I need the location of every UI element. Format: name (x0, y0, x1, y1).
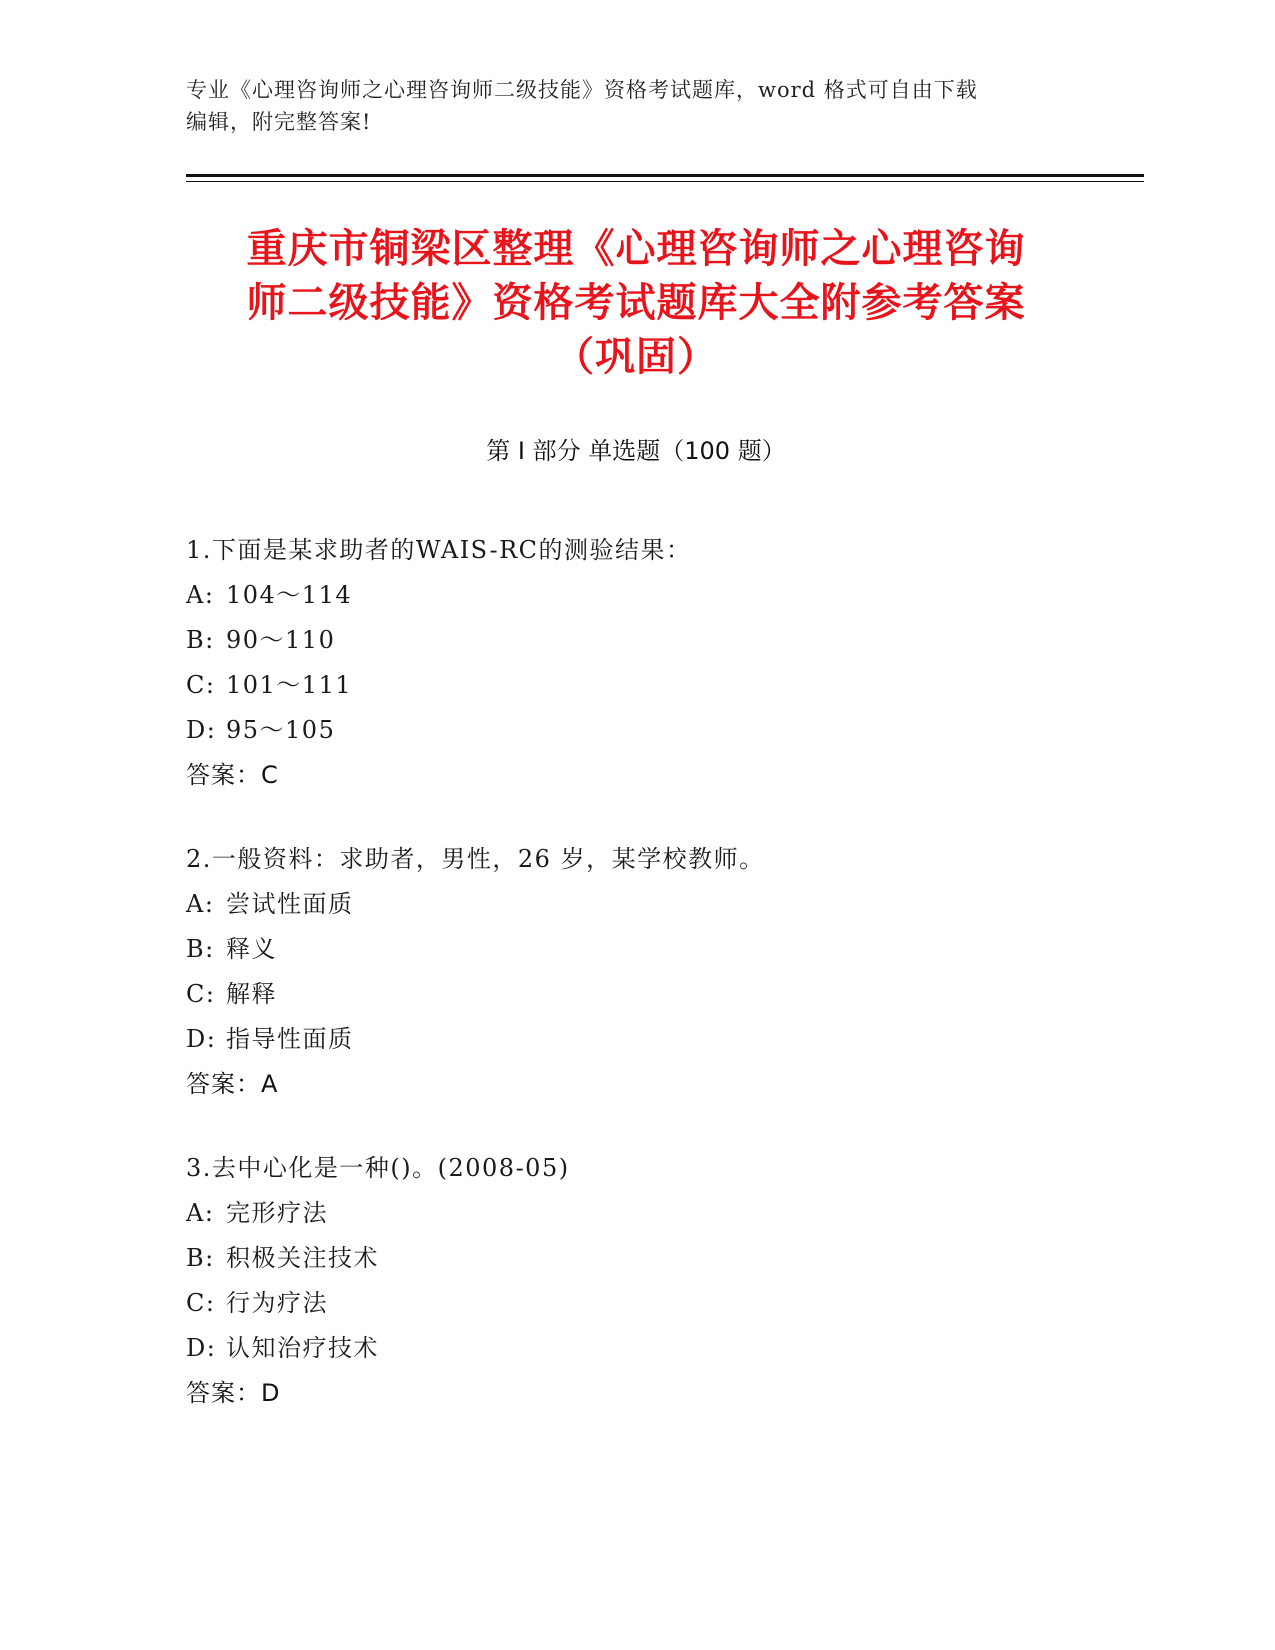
option-text: 指导性面质 (226, 1025, 354, 1053)
option-text: 完形疗法 (226, 1199, 328, 1227)
option-text: 104～114 (226, 581, 353, 609)
answer-line: 答案：D (186, 1379, 281, 1407)
question-stem: 3.去中心化是一种()。(2008-05) (186, 1154, 570, 1182)
option-d (186, 708, 1136, 753)
question-2 (186, 837, 1136, 1107)
answer-line: 答案：C (186, 761, 279, 789)
header-divider-thin (186, 181, 1144, 182)
document-title-line-3: （巩固） (554, 334, 718, 380)
option-letter: C: (186, 1289, 216, 1317)
option-text: 95～105 (226, 716, 336, 744)
option-text: 积极关注技术 (226, 1244, 379, 1272)
document-title-line-2: 师二级技能》资格考试题库大全附参考答案 (246, 280, 1026, 326)
question-stem: 2.一般资料：求助者，男性，26 岁，某学校教师。 (186, 845, 765, 873)
option-a (186, 573, 1136, 618)
option-letter: B: (186, 1244, 215, 1272)
option-c (186, 663, 1136, 708)
option-a (186, 882, 1136, 927)
option-letter: A: (186, 890, 215, 918)
option-letter: A: (186, 581, 215, 609)
option-d (186, 1326, 1136, 1371)
option-text: 释义 (226, 935, 277, 963)
option-letter: D: (186, 716, 217, 744)
option-text: 行为疗法 (226, 1289, 328, 1317)
document-title-line-1: 重庆市铜梁区整理《心理咨询师之心理咨询 (246, 226, 1026, 272)
option-b (186, 1236, 1136, 1281)
header-note-line-1: 专业《心理咨询师之心理咨询师二级技能》资格考试题库，word 格式可自由下载 (186, 78, 978, 102)
option-b (186, 927, 1136, 972)
option-b (186, 618, 1136, 663)
header-note-line-2: 编辑，附完整答案! (186, 110, 372, 134)
document-title (186, 222, 1086, 384)
option-a (186, 1191, 1136, 1236)
answer-line: 答案：A (186, 1070, 279, 1098)
option-text: 101～111 (226, 671, 353, 699)
question-stem: 1.下面是某求助者的WAIS-RC的测验结果： (186, 536, 692, 564)
option-text: 解释 (226, 980, 277, 1008)
option-c (186, 972, 1136, 1017)
option-letter: C: (186, 671, 216, 699)
question-3 (186, 1146, 1136, 1416)
header-note (186, 74, 1066, 138)
option-letter: B: (186, 935, 215, 963)
question-list (186, 528, 1136, 1455)
question-1 (186, 528, 1136, 798)
option-letter: B: (186, 626, 215, 654)
option-c (186, 1281, 1136, 1326)
option-d (186, 1017, 1136, 1062)
option-text: 认知治疗技术 (226, 1334, 379, 1362)
option-text: 尝试性面质 (226, 890, 354, 918)
option-letter: D: (186, 1334, 217, 1362)
option-letter: C: (186, 980, 216, 1008)
header-divider-thick (186, 174, 1144, 177)
option-letter: A: (186, 1199, 215, 1227)
option-text: 90～110 (226, 626, 336, 654)
option-letter: D: (186, 1025, 217, 1053)
section-title: 第 I 部分 单选题（100 题） (486, 437, 786, 465)
